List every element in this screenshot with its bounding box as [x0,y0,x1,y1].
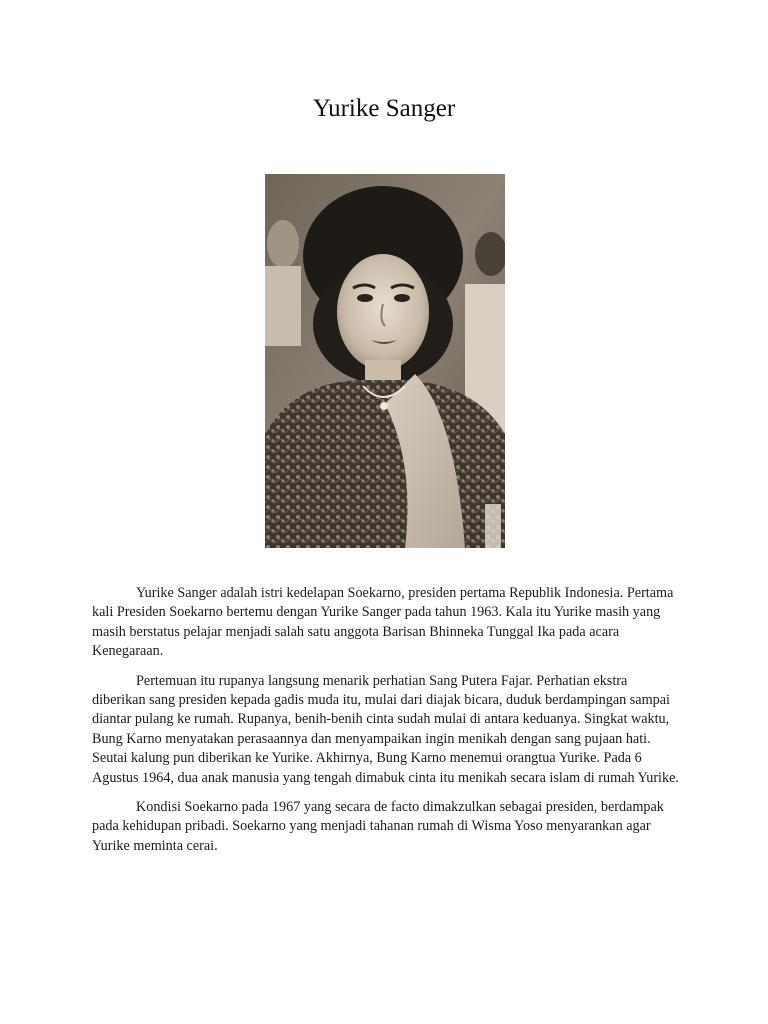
paragraph-2: Pertemuan itu rupanya langsung menarik perhatian Sang Putera Fajar. Perhatian ekstra diberikan sang presiden kepada gadis muda itu, mulai dari diajak bicara, duduk berdampingan sampai diantar pulang ke rumah. Rupanya, benih-benih cinta sudah mulai di antara keduanya. Singkat waktu, Bung Karno menyatakan perasaannya dan menyampaikan ingin menikah dengan sang pujaan hati. Seutai kalung pun diberikan ke Yurike. Akhirnya, Bung Karno menemui orangtua Yurike. Pada 6 Agustus 1964, dua anak manusia yang tengah dimabuk cinta itu menikah secara islam di rumah Yurike. [92,672,679,786]
body-text [92,584,680,866]
portrait-photo [265,174,505,548]
paragraph-1: Yurike Sanger adalah istri kedelapan Soekarno, presiden pertama Republik Indonesia. Pertama kali Presiden Soekarno bertemu dengan Yurike Sanger pada tahun 1963. Kala itu Yurike masih yang masih berstatus pelajar menjadi salah satu anggota Barisan Bhinneka Tunggal Ika pada acara Kenegaraan. [92,585,674,660]
paragraph-3: Kondisi Soekarno pada 1967 yang secara de facto dimakzulkan sebagai presiden, berdampak pada kehidupan pribadi. Soekarno yang menjadi tahanan rumah di Wisma Yoso menyarankan agar Yurike meminta cerai. [92,799,664,854]
page-title: Yurike Sanger [312,95,456,122]
